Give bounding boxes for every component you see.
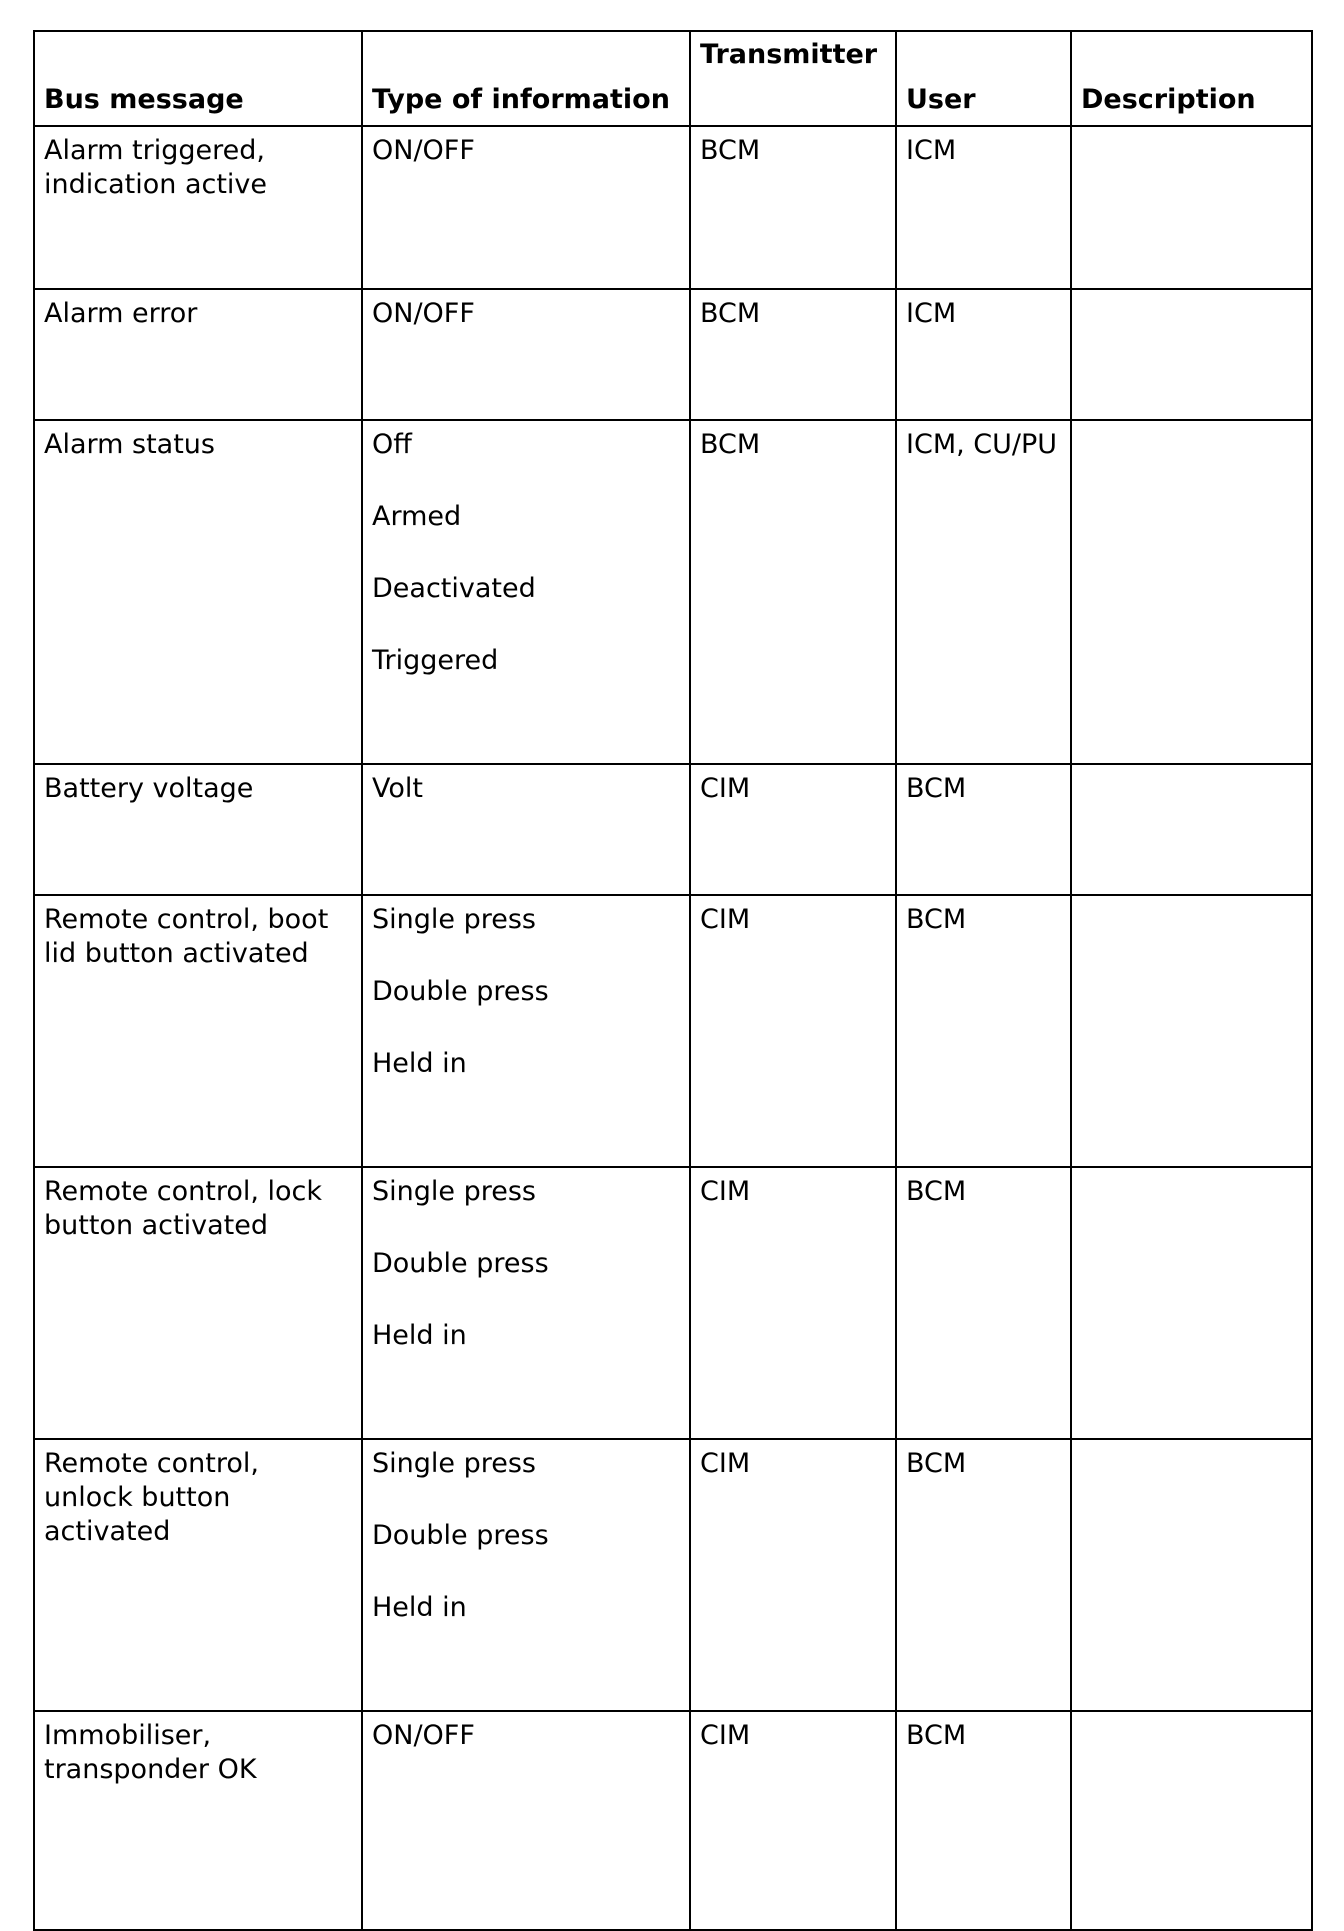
cell-bus-message: Alarm triggered, indication active — [34, 126, 362, 289]
cell-transmitter: BCM — [690, 420, 896, 764]
cell-transmitter: CIM — [690, 1711, 896, 1930]
cell-user: BCM — [896, 895, 1071, 1167]
header-type-of-information: Type of information — [362, 31, 690, 126]
cell-transmitter: CIM — [690, 1439, 896, 1711]
type-option: ON/OFF — [372, 135, 475, 166]
cell-type-of-information — [362, 289, 690, 420]
table-body — [34, 126, 1312, 1930]
table-row — [34, 420, 1312, 764]
header-description: Description — [1071, 31, 1312, 126]
cell-transmitter: CIM — [690, 895, 896, 1167]
type-option: Single press — [372, 1448, 536, 1479]
cell-type-of-information — [362, 1167, 690, 1439]
table-row — [34, 764, 1312, 895]
cell-user: BCM — [896, 1711, 1071, 1930]
cell-description — [1071, 764, 1312, 895]
cell-type-of-information — [362, 126, 690, 289]
header-transmitter: Transmitter — [690, 31, 896, 126]
cell-user: ICM — [896, 289, 1071, 420]
cell-transmitter: BCM — [690, 289, 896, 420]
cell-description — [1071, 895, 1312, 1167]
cell-user: BCM — [896, 1439, 1071, 1711]
type-option: Held in — [372, 1048, 467, 1079]
header-bus-message: Bus message — [34, 31, 362, 126]
type-option: Armed — [372, 501, 462, 532]
type-option: Double press — [372, 1248, 549, 1279]
type-option: Double press — [372, 976, 549, 1007]
cell-bus-message: Remote control, unlock button activated — [34, 1439, 362, 1711]
cell-description — [1071, 1167, 1312, 1439]
cell-user: BCM — [896, 1167, 1071, 1439]
cell-description — [1071, 289, 1312, 420]
cell-description — [1071, 1711, 1312, 1930]
type-option: Triggered — [372, 645, 499, 676]
table-row — [34, 895, 1312, 1167]
cell-type-of-information — [362, 1439, 690, 1711]
type-option: Single press — [372, 904, 536, 935]
cell-user: ICM, CU/PU — [896, 420, 1071, 764]
type-option: Held in — [372, 1592, 467, 1623]
cell-description — [1071, 1439, 1312, 1711]
cell-bus-message: Remote control, lock button activated — [34, 1167, 362, 1439]
type-option: Volt — [372, 773, 423, 804]
cell-transmitter: CIM — [690, 1167, 896, 1439]
table-row — [34, 1439, 1312, 1711]
type-option: Off — [372, 429, 412, 460]
cell-type-of-information — [362, 1711, 690, 1930]
type-option: Held in — [372, 1320, 467, 1351]
cell-description — [1071, 126, 1312, 289]
type-option: Single press — [372, 1176, 536, 1207]
cell-user: BCM — [896, 764, 1071, 895]
table-row — [34, 1711, 1312, 1930]
table-row — [34, 289, 1312, 420]
type-option: Double press — [372, 1520, 549, 1551]
cell-bus-message: Alarm error — [34, 289, 362, 420]
header-user: User — [896, 31, 1071, 126]
cell-type-of-information — [362, 420, 690, 764]
type-option: ON/OFF — [372, 1720, 475, 1751]
cell-user: ICM — [896, 126, 1071, 289]
cell-bus-message: Remote control, boot lid button activated — [34, 895, 362, 1167]
bus-message-table — [33, 30, 1313, 1931]
cell-bus-message: Immobiliser, transponder OK — [34, 1711, 362, 1930]
cell-type-of-information — [362, 895, 690, 1167]
table-header-row — [34, 31, 1312, 126]
cell-type-of-information — [362, 764, 690, 895]
type-option: ON/OFF — [372, 298, 475, 329]
type-option: Deactivated — [372, 573, 536, 604]
cell-transmitter: BCM — [690, 126, 896, 289]
table-row — [34, 126, 1312, 289]
table-row — [34, 1167, 1312, 1439]
cell-bus-message: Alarm status — [34, 420, 362, 764]
cell-description — [1071, 420, 1312, 764]
cell-transmitter: CIM — [690, 764, 896, 895]
cell-bus-message: Battery voltage — [34, 764, 362, 895]
